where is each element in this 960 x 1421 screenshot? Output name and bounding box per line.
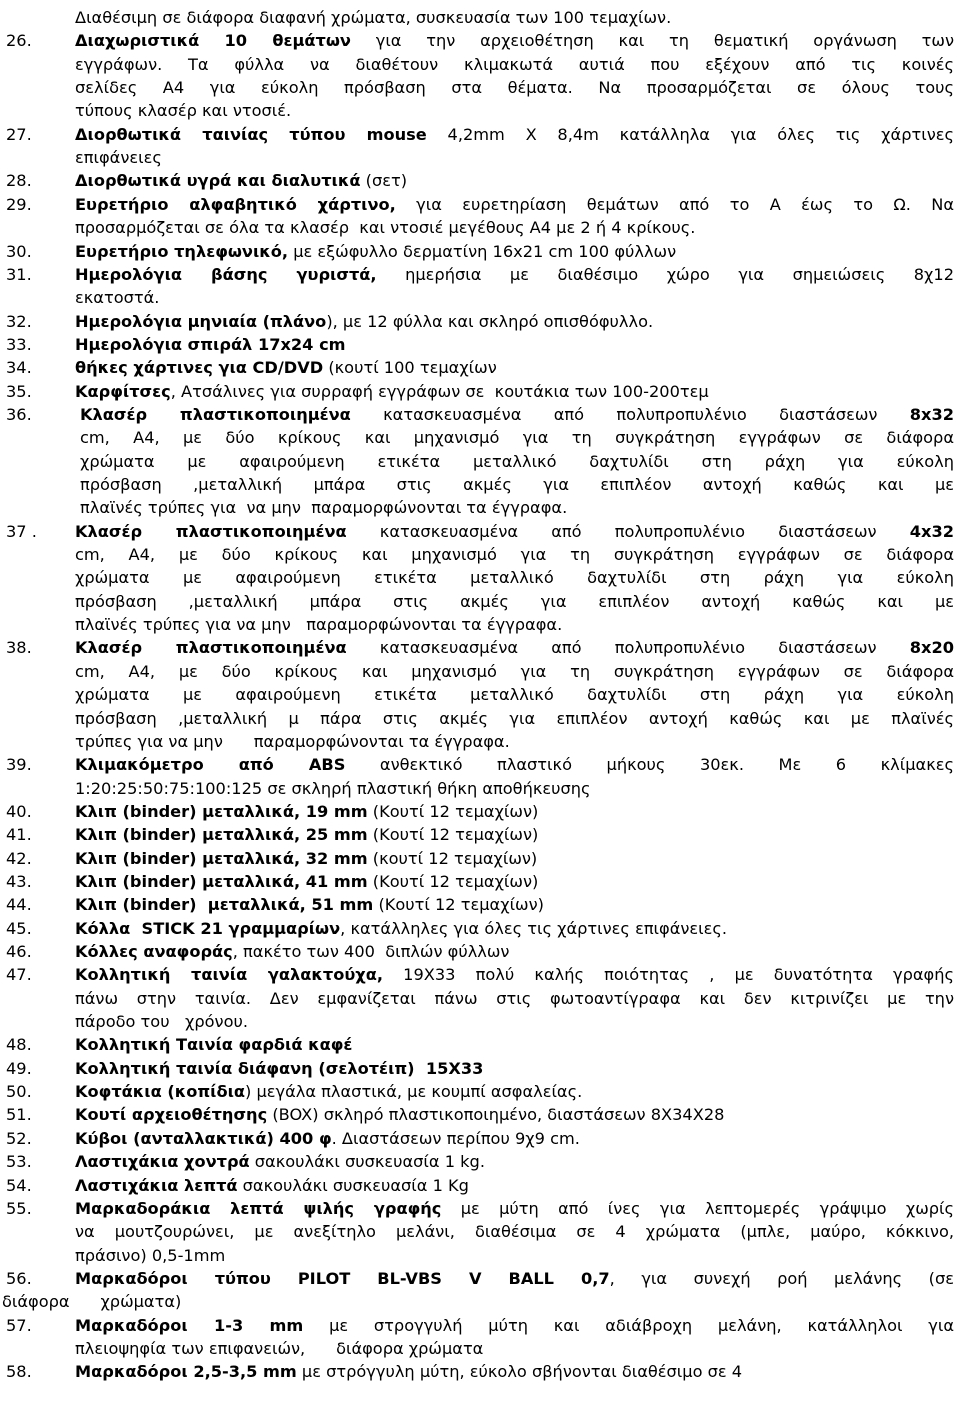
item-number: 29. [6,194,32,214]
text-run: πλαϊνές τρύπες για να μην παραμορφώνονται τα έγγραφα. [75,615,563,635]
item-number: 53. [6,1152,32,1172]
item-text [75,1197,954,1221]
bold-run: Κλιπ (binder) μεταλλικά, 41 mm [75,871,368,891]
item-text [75,847,537,871]
bold-run: 8x20 [909,638,954,658]
item-text [75,963,954,987]
text-run: με εξώφυλλο δερματίνη 16x21 cm 100 φύλλων [288,241,677,261]
item-text [75,566,954,590]
bold-run: Μαρκαδοράκια λεπτά ψιλής γραφής [75,1198,442,1218]
text-run: κατασκευασμένα από πολυπροπυλένιο διαστάσεων [350,404,910,424]
item-text [75,1244,225,1268]
bold-run: Ημερολόγια σπιράλ 17x24 cm [75,334,346,354]
text-run: , κατάλληλες για όλες τις χάρτινες επιφάνειες. [340,918,728,938]
item-text [75,356,497,380]
item-text [75,1057,483,1081]
item-number: 38. [6,638,32,658]
item-text [75,753,954,777]
item-text [75,636,954,660]
text-run: να μουτζουρώνει, με ανεξίτηλο μελάνι, διαθέσιμα σε 4 χρώματα (μπλε, μαύρο, κόκκινο, [75,1222,954,1242]
text-run: χρώματα με αφαιρούμενη ετικέτα μεταλλικό δαχτυλίδι στη ράχη για εύκολη [75,568,954,588]
bold-run: Κουτί αρχειοθέτησης [75,1105,268,1125]
item-text [75,707,954,731]
bold-run: Κλιπ (binder) μεταλλικά, 51 mm [75,895,374,915]
text-run: χρώματα με αφαιρούμενη ετικέτα μεταλλικό δαχτυλίδι στη ράχη για εύκολη [75,685,954,705]
item-text [75,310,653,334]
item-number: 49. [6,1058,32,1078]
item-text [75,1174,469,1198]
bold-run: Κλιμακόμετρο από ABS [75,755,346,775]
text-run: πλειοψηφία των επιφανειών, διάφορα χρώματα [75,1338,484,1358]
item-text [75,777,591,801]
item-text [75,917,727,941]
item-text [80,403,954,427]
text-run: ημερήσια με διαθέσιμο χώρο για σημειώσεις 8χ12 [376,264,954,284]
item-text [75,1337,483,1361]
text-run: ανθεκτικό πλαστικό μήκους 30εκ. Με 6 κλίμακες [345,755,954,775]
item-number: 58. [6,1362,32,1382]
text-run: με στρογγυλή μύτη και αδιάβροχη μελάνη, κατάλληλοι για [303,1315,954,1335]
item-number: 50. [6,1082,32,1102]
text-run: σελίδες A4 για εύκολη πρόσβαση στα θέματα. Να προσαρμόζεται σε όλους τους [75,78,954,98]
bold-run: Μαρκαδόροι 1-3 mm [75,1315,304,1335]
text-run: 19Χ33 πολύ καλής ποιότητας , με δυνατότητα γραφής [383,965,954,985]
item-text [75,1010,248,1034]
bold-run: Κολλητική ταινία διάφανη (σελοτέιπ) 15X33 [75,1058,484,1078]
bold-run: Διορθωτικά ταινίας τύπου mouse [75,124,427,144]
item-number: 35. [6,381,32,401]
text-run: επιφάνειες [75,148,162,168]
text-run: πρόσβαση ,μεταλλική μπάρα στις ακμές για επιπλέον αντοχή καθώς και με [75,591,954,611]
bold-run: Διαχωριστικά 10 θεμάτων [75,31,351,51]
bold-run: Κλασέρ πλαστικοποιημένα [75,638,347,658]
text-run: πάνω στην ταινία. Δεν εμφανίζεται πάνω στις φωτοαντίγραφα και δεν κιτρινίζει με την [75,988,954,1008]
item-text [75,870,538,894]
text-run: ) μεγάλα πλαστικά, με κουμπί ασφαλείας. [245,1082,583,1102]
item-text [75,216,695,240]
item-number: 40. [6,801,32,821]
text-run: πράσινο) 0,5-1mm [75,1245,226,1265]
item-text [75,99,291,123]
text-run: για ευρετηρίαση θεμάτων από το Α έως το Ω. Να [395,194,954,214]
item-text [75,6,671,30]
item-text [75,1150,485,1174]
bold-run: Διορθωτικά υγρά και διαλυτικά [75,171,361,191]
text-run: (σετ) [360,171,408,191]
text-run: εγγράφων. Τα φύλλα να διαθέτουν κλιμακωτά αυτιά που εξέχουν από τις κοινές [75,54,954,74]
text-run: πάροδο του χρόνου. [75,1012,248,1032]
text-run: εκατοστά. [75,288,160,308]
item-text [75,193,954,217]
item-text [75,823,538,847]
item-text [80,450,954,474]
item-text [75,730,510,754]
text-run: cm, A4, με δύο κρίκους και μηχανισμό για τη συγκράτηση εγγράφων σε διάφορα [75,545,954,565]
text-run: κατασκευασμένα από πολυπροπυλένιο διαστάσεων [346,521,910,541]
text-run: διάφορα χρώματα) [2,1292,182,1312]
text-run: τρύπες για να μην παραμορφώνονται τα έγγραφα. [75,731,510,751]
item-text [75,1127,580,1151]
text-run: (Κουτί 12 τεμαχίων) [367,871,539,891]
bold-run: Κλασέρ πλαστικοποιημένα [80,404,351,424]
bold-run: Κολλητική ταινία γαλακτούχα, [75,965,383,985]
item-number: 33. [6,334,32,354]
text-run: 4,2mm X 8,4m κατάλληλα για όλες τις χάρτινες [426,124,954,144]
text-run: (BOX) σκληρό πλαστικοποιημένο, διαστάσεων 8Χ34Χ28 [267,1105,725,1125]
item-text [75,146,162,170]
item-text [75,333,346,357]
text-run: προσαρμόζεται σε όλα τα κλασέρ και ντοσιέ μεγέθους Α4 με 2 ή 4 κρίκους. [75,218,696,238]
text-run: (Κουτί 12 τεμαχίων) [367,825,539,845]
bold-run: Κόλλα STICK 21 γραμμαρίων [75,918,341,938]
bold-run: 4x32 [909,521,954,541]
text-run: με στρόγγυλη μύτη, εύκολο σβήνονται διαθέσιμο σε 4 [296,1362,743,1382]
item-number: 51. [6,1105,32,1125]
item-text [75,240,676,264]
item-text [80,426,954,450]
bold-run: Κόλλες αναφοράς [75,942,233,961]
text-run: ), με 12 φύλλα και σκληρό οπισθόφυλλο. [326,311,654,331]
text-run: cm, A4, με δύο κρίκους και μηχανισμό για τη συγκράτηση εγγράφων σε διάφορα [75,661,954,681]
text-run: cm, A4, με δύο κρίκους και μηχανισμό για τη συγκράτηση εγγράφων σε διάφορα [80,428,954,448]
item-number: 27. [6,124,32,144]
item-text [75,123,954,147]
item-number: 57. [6,1315,32,1335]
bold-run: Μαρκαδόροι τύπου PILOT BL-VBS V BALL 0,7 [75,1268,610,1288]
text-run: . Διαστάσεων περίπου 9χ9 cm. [331,1128,580,1148]
text-run: σακουλάκι συσκευασία 1 kg. [249,1152,485,1172]
item-text [75,893,544,917]
text-run: πρόσβαση ,μεταλλική μ πάρα στις ακμές για επιπλέον αντοχή καθώς και με πλαϊνές [75,708,954,728]
item-number: 47. [6,965,32,985]
bold-run: Κύβοι (ανταλλακτικά) 400 φ [75,1128,332,1148]
bold-run: Κοφτάκια (κοπίδια [75,1082,246,1102]
item-number: 30. [6,241,32,261]
item-text [75,1360,742,1384]
text-run: με μύτη από ίνες για λεπτομερές γράψιμο χωρίς [441,1198,954,1218]
text-run: , Ατσάλινες για συρραφή εγγράφων σε κουτάκια των 100-200τεμ [170,381,709,401]
item-text [75,380,709,404]
text-run: τύπους κλασέρ και ντοσιέ. [75,101,292,121]
text-run: (κουτί 100 τεμαχίων [323,358,497,378]
bold-run: Κλιπ (binder) μεταλλικά, 32 mm [75,848,368,868]
item-number: 46. [6,942,32,961]
text-run: (Κουτί 12 τεμαχίων) [373,895,544,915]
item-number: 42. [6,848,32,868]
item-text [2,1290,181,1314]
item-text [75,660,954,684]
item-number: 41. [6,825,32,845]
text-run: χρώματα με αφαιρούμενη ετικέτα μεταλλικό δαχτυλίδι στη ράχη για εύκολη [80,451,954,471]
item-number: 37 . [6,521,37,541]
bold-run: Λαστιχάκια λεπτά [75,1175,238,1195]
bold-run: Μαρκαδόροι 2,5-3,5 mm [75,1362,297,1382]
item-number: 48. [6,1035,32,1055]
text-run: για την αρχειοθέτηση και τη θεματική οργάνωση των [350,31,954,51]
text-run: , πακέτο των 400 διπλών φύλλων [232,942,510,961]
item-number: 36. [6,404,32,424]
text-run: , για συνεχή ροή μελάνης (σε [609,1268,954,1288]
bold-run: Κλασέρ πλαστικοποιημένα [75,521,347,541]
bold-run: Καρφίτσες [75,381,171,401]
item-text [75,800,538,824]
item-text [75,987,954,1011]
bold-run: Κολλητική Ταινία φαρδιά καφέ [75,1035,353,1055]
text-run: πρόσβαση ,μεταλλική μπάρα στις ακμές για επιπλέον αντοχή καθώς και με [80,475,954,494]
bold-run: Ημερολόγια βάσης γυριστά, [75,264,377,284]
text-run: 1:20:25:50:75:100:125 σε σκληρή πλαστική θήκη αποθήκευσης [75,778,591,798]
item-text [75,29,954,53]
item-text [75,1033,352,1057]
item-number: 54. [6,1175,32,1195]
bold-run: Ευρετήριο τηλεφωνικό, [75,241,289,261]
item-text [75,1314,954,1338]
bold-run: Λαστιχάκια χοντρά [75,1152,250,1172]
item-number: 26. [6,31,32,51]
item-number: 28. [6,171,32,191]
text-run: πλαϊνές τρύπες για να μην παραμορφώνονται τα έγγραφα. [80,498,568,518]
item-text [75,1220,954,1244]
item-number: 56. [6,1268,32,1288]
text-run: Διαθέσιμη σε διάφορα διαφανή χρώματα, συσκευασία των 100 τεμαχίων. [75,8,672,27]
bold-run: Ευρετήριο αλφαβητικό χάρτινο, [75,194,396,214]
item-number: 44. [6,895,32,915]
item-text [75,76,954,100]
text-run: (κουτί 12 τεμαχίων) [367,848,538,868]
item-text [75,286,159,310]
text-run: κατασκευασμένα από πολυπροπυλένιο διαστάσεων [346,638,910,658]
item-text [75,169,407,193]
bold-run: Κλιπ (binder) μεταλλικά, 19 mm [75,801,368,821]
item-text [75,1103,724,1127]
item-number: 31. [6,264,32,284]
text-run: (Κουτί 12 τεμαχίων) [367,801,539,821]
text-run: σακουλάκι συσκευασία 1 Kg [237,1175,469,1195]
item-text [75,613,562,637]
item-text [75,940,509,964]
item-number: 39. [6,755,32,775]
item-number: 32. [6,311,32,331]
item-text [75,53,954,77]
item-text [75,683,954,707]
item-number: 34. [6,358,32,378]
item-text [75,1267,954,1291]
item-text [75,543,954,567]
item-number: 52. [6,1128,32,1148]
item-text [75,520,954,544]
bold-run: Ημερολόγια μηνιαία (πλάνο [75,311,327,331]
bold-run: θήκες χάρτινες για CD/DVD [75,358,324,378]
item-text [80,473,954,497]
bold-run: Κλιπ (binder) μεταλλικά, 25 mm [75,825,368,845]
item-text [75,590,954,614]
item-number: 45. [6,918,32,938]
item-text [75,1080,582,1104]
bold-run: 8x32 [909,404,954,424]
item-text [80,496,567,520]
item-number: 55. [6,1198,32,1218]
item-text [75,263,954,287]
item-number: 43. [6,871,32,891]
